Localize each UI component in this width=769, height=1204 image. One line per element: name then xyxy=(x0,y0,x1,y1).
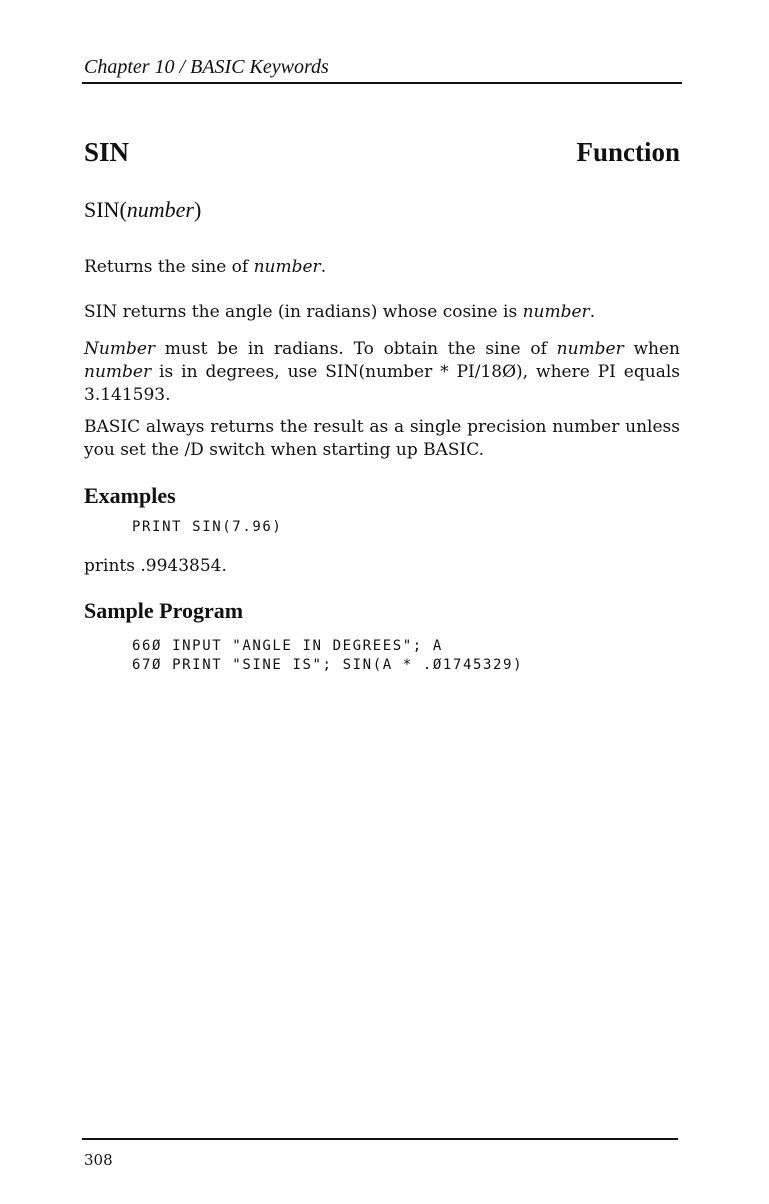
syntax-line xyxy=(84,197,201,223)
entry-keyword: SIN xyxy=(84,137,130,167)
program-line: 67Ø PRINT "SINE IS"; SIN(A * .Ø1745329) xyxy=(132,657,524,673)
text-run: when xyxy=(623,339,681,359)
text-run: . xyxy=(320,257,327,277)
text-run-italic: number xyxy=(84,362,152,382)
text-run-italic: number xyxy=(556,339,624,359)
example-code: PRINT SIN(7.96) xyxy=(132,519,283,535)
header-rule xyxy=(82,82,682,84)
sample-program-heading: Sample Program xyxy=(84,598,244,623)
paragraph-radians xyxy=(84,338,680,407)
text-run-italic: number xyxy=(522,302,590,322)
syntax-close: ) xyxy=(194,197,202,222)
text-run: . xyxy=(589,302,596,322)
entry-kind: Function xyxy=(576,137,680,167)
running-head: Chapter 10 / BASIC Keywords xyxy=(84,56,329,78)
text-run: SIN returns the angle (in radians) whose cosine is xyxy=(84,302,523,322)
example-result: prints .9943854. xyxy=(84,556,227,576)
footer-rule xyxy=(82,1138,678,1140)
text-run: is in degrees, use SIN(number * PI/18Ø), where PI equals 3.141593. xyxy=(84,362,680,405)
text-run: must be in radians. To obtain the sine of xyxy=(155,339,557,359)
page-number: 308 xyxy=(84,1151,113,1169)
syntax-arg: number xyxy=(126,197,194,222)
paragraph-angle xyxy=(84,301,680,324)
text-run: Returns the sine of xyxy=(84,257,254,277)
text-run-italic: number xyxy=(253,257,321,277)
examples-heading: Examples xyxy=(84,483,176,508)
paragraph-precision: BASIC always returns the result as a single precision number unless you set the /D switch when starting up BASIC. xyxy=(84,417,680,460)
paragraph-description xyxy=(84,256,680,279)
program-line: 66Ø INPUT "ANGLE IN DEGREES"; A xyxy=(132,638,443,654)
syntax-name: SIN( xyxy=(84,197,127,222)
text-run-italic: Number xyxy=(84,339,156,359)
